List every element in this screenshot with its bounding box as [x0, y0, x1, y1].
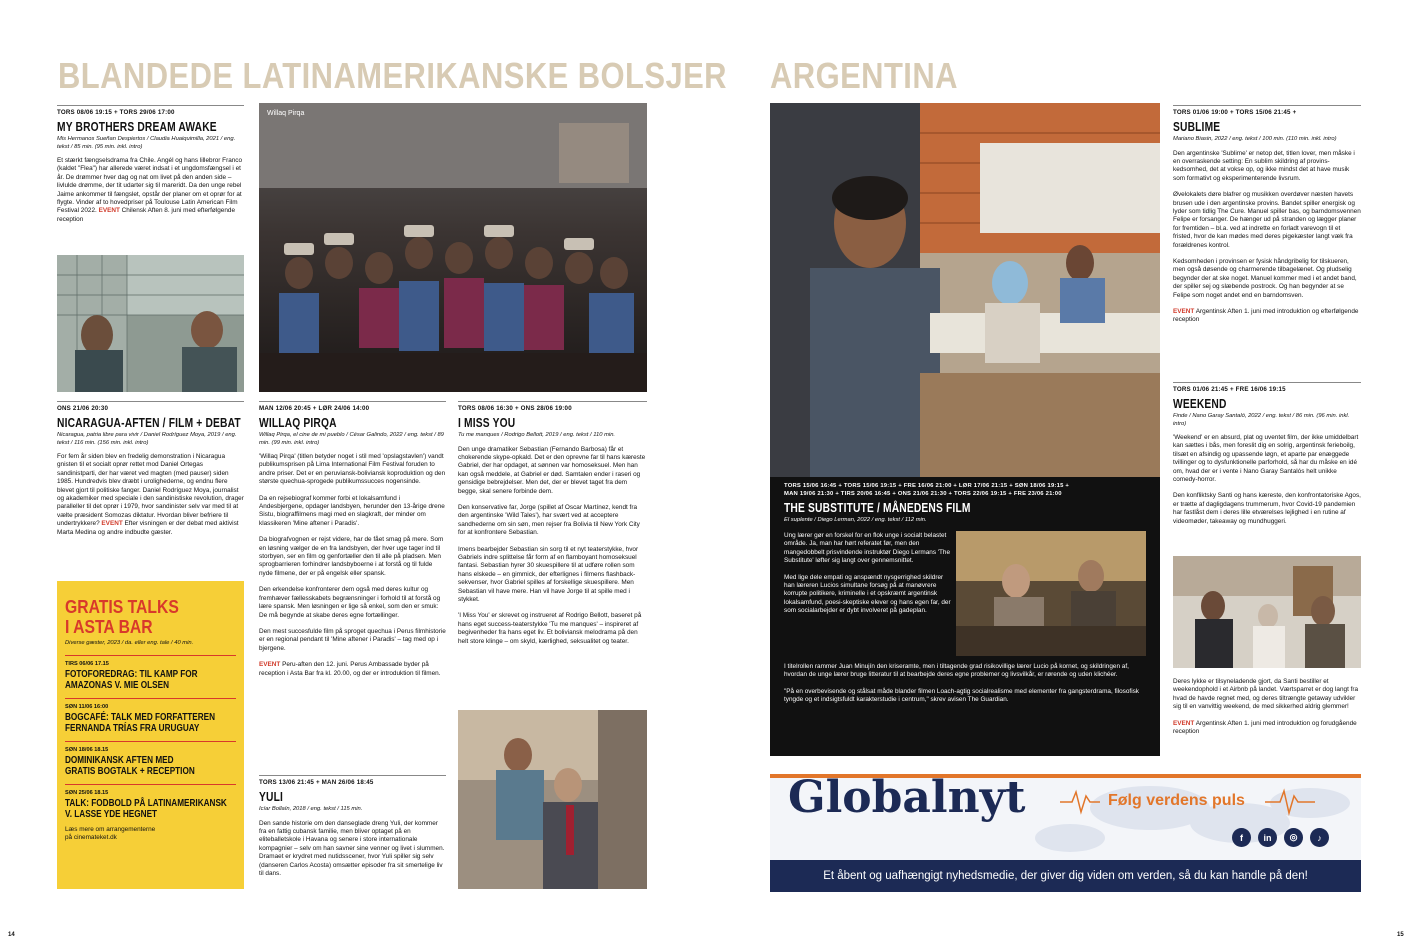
tiktok-icon[interactable]: ♪	[1310, 828, 1329, 847]
film-credit: Icíar Bollaín, 2018 / eng. tekst / 115 min.	[259, 806, 363, 812]
film-body: For fem år siden blev en fredelig demonstration i Nicaragua gnisten til et socialt oprør rettet mod Daniel Ortegas sandinistparti, der har været ved magten (med pauser) siden 1985. Hundredvis blev dræbt i urolighederne, og endnu flere blevet gjort til politiske fanger. Daniel Rodríguez Moya, journalist og akademiker med speciale i den sandinistiske revolution, drager paralleller til det oprør i 1979, hvor sandinister selv var med til at vælte præsident Somozas diktatur. Hvordan bliver befriere til undertrykkere? EVENT Efter visningen er der debat med aktivist Marta Medina og andre indbudte gæster.	[57, 453, 244, 536]
event-label: EVENT	[1173, 308, 1195, 315]
film-date: TORS 01/06 21:45 + FRE 16/06 19:15	[1173, 386, 1286, 393]
talks-more: Læs mere om arrangementerne på cinemateket.dk	[65, 825, 156, 841]
film-title: THE SUBSTITUTE / MÅNEDENS FILM	[784, 501, 971, 515]
film-nicaragua	[57, 405, 244, 537]
talk-item: SØN 18/06 18.15 DOMINIKANSK AFTEN MED GRATIS BOGTALK + RECEPTION	[65, 746, 195, 777]
event-label: EVENT	[1173, 719, 1195, 727]
film-body-cont: I titelrollen rammer Juan Minujín den kriseramte, men i tiltagende grad risikovillige lærer Lucio på kornet, og skildringen af, hvordan de unge lærer bruge litteratur til at bearbejde deres egne problemer og livsvilkår, er rørende og uden klichéer. "På en overbevisende og stålsat måde blander filmen Loach-agtig socialrealisme med elementer fra gangsterdrama, filosofisk tyngde og et indsigtsfuldt karakterstudie i centrum," skrev avisen The Guardian.	[784, 663, 1140, 704]
film-title: MY BROTHERS DREAM AWAKE	[57, 120, 217, 134]
photo-caption: Willaq Pirqa	[267, 110, 305, 117]
talks-title-line2: I ASTA BAR	[65, 616, 153, 637]
talk-item: TIRS 06/06 17.15 FOTOFOREDRAG: TIL KAMP FOR AMAZONAS V. MIE OLSEN	[65, 660, 198, 691]
talks-subtitle: Diverse gæster, 2023 / da. eller eng. tale / 40 min.	[65, 640, 194, 646]
ad-social	[1232, 828, 1329, 847]
ad-logo: Globalnyt	[788, 778, 1026, 823]
film-title: SUBLIME	[1173, 120, 1221, 134]
event-label: EVENT	[98, 207, 120, 215]
ad-tagline: Følg verdens puls	[1108, 792, 1245, 809]
film-body: Den unge dramatiker Sebastian (Fernando Barbosa) får et chokerende skype-opkald. Det er den oprevne far til hans kæreste Gabriel, der har opdaget, at sønnen var homoseksuel. Men han kan også meddele, at Gabriel er død. Samtalen ender i raseri og gensidige bebrejdelser. Men det, der er blevet taget fra dem begge, skal senere forbinde dem. Den konservative far, Jorge (spillet af Oscar Martínez, kendt fra den argentinske 'Wild Tales'), har svært ved at acceptere sandhederne om sin søn, men rejser fra Bolivia til New York City for at konfrontere Sebastian. Imens bearbejder Sebastian sin sorg til et nyt teaterstykke, hvor Gabriels indre splittelse får form af en flamboyant homoseksuel fantasi. Sebastian hyrer 30 skuespillere til at udføre rollen som hans elskede – en gimmick, der efterlignes i filmens flashback-sekvenser, hvor Gabriel spilles af forskellige skuespillere. Men Sebastian vil have mere. Han vil have Jorge til at spille med i stykket. 'I Miss You' er skrevet og instrueret af Rodrigo Bellott, baseret på hans eget success-teaterstykke 'Tu me manques' – inspireret af begivenheder fra hans eget liv. Et boliviansk melodrama på den helt store klinge – om skyld, kærlighed, seksualitet og teater.	[458, 445, 646, 645]
ad-globalnyt[interactable]	[770, 778, 1361, 860]
linkedin-icon[interactable]: in	[1258, 828, 1277, 847]
film-date: TORS 15/06 16:45 + TORS 15/06 19:15 + FRE 16/06 21:00 + LØR 17/06 21:15 + SØN 18/06 19:15 +	[784, 483, 1070, 489]
talk-item: SØN 11/06 16:00 BOGCAFÉ: TALK MED FORFATTEREN FERNANDA TRÍAS FRA URUGUAY	[65, 703, 216, 734]
film-credit: Mariano Biasin, 2022 / eng. tekst / 100 min. (110 min. inkl. intro)	[1173, 136, 1337, 142]
left-section-title: BLANDEDE LATINAMERIKANSKE BOLSJER	[58, 55, 727, 96]
event-label: EVENT	[259, 661, 281, 669]
willaq-photo	[259, 103, 647, 392]
film-date: ONS 21/06 20:30	[57, 405, 109, 412]
film-weekend-cont: Deres lykke er tilsyneladende gjort, da Santi bestiller et weekendophold i et Airbnb på landet. Værtsparret er dog langt fra hvad de havde regnet med, og deres tiltrængte getaway udvikler sig til en vanvittig weekend, de med sikkerhed aldrig glemmer! EVENT Argentinsk Aften 1. juni med introduktion og forudgående reception	[1173, 678, 1359, 736]
facebook-icon[interactable]: f	[1232, 828, 1251, 847]
film-body: Ung lærer gør en forskel for en flok unge i socialt belastet område. Ja, man har hørt referatet før, men den mangedobbelt prisvindende instruktør Diego Lermans 'The Substitute' løfter sig langt over gennemsnittet. Med lige dele empati og anspændt nysgerrighed skildrer han læreren Lucios simultane forsøg på at manøvrere korrupte politikere, kriminelle i et opskræmt argentinsk lokalsamfund, poesi-skeptiske elever og hans egen far, der som socialarbejder er dybt involveret på gadeplan.	[784, 532, 951, 615]
film-brothers	[57, 109, 244, 224]
film-title: WEEKEND	[1173, 397, 1227, 411]
film-body: Et stærkt fængselsdrama fra Chile. Angél og hans lillebror Franco (kaldet "Flea") har allerede været indsat i et ungdomsfængsel i et år. De drømmer hver dag og nat om livet på den anden side – livlulde drømme, der tit udarter sig til mareridt. Da den unge rebel Jaime ankommer til fængslet, opstår der planer om et oprør for at flygte. Vinder af to hovedpriser på Toulouse Latin American Film Festival 2022. EVENT Chilensk Aften 8. juni med efterfølgende reception	[57, 157, 243, 223]
instagram-icon[interactable]: ◎	[1284, 828, 1303, 847]
imissyou-photo	[458, 710, 647, 889]
ad-bar[interactable]: Et åbent og uafhængigt nyhedsmedie, der giver dig viden om verden, så du kan handle på den!	[770, 860, 1361, 892]
substitute-box	[770, 477, 1160, 756]
film-credit: Nicaragua, patria libre para vivir / Daniel Rodríguez Moya, 2019 / eng. tekst / 116 min. (156 min. inkl. intro)	[57, 432, 237, 446]
talks-title-line1: GRATIS TALKS	[65, 596, 179, 617]
film-body: 'Willaq Pirqa' (titlen betyder noget i stil med 'opslagstavlen') vandt publikumsprisen på Lima International Film Festival foruden to andre priser. Det er en peruviansk-boliviansk koproduktion og den største quechua-sprogede publikumssucces nogensinde. Da en rejsebiograf kommer forbi et lokalsamfund i Andesbjergene, opdager landsbyen, herunder den 13-årige drene Sistu, biograffilmens magi med en slagkraft, der minder om klassikeren 'Mine aftener i Paradis'. Da biografvognen er rejst videre, har de fået smag på mere. Som en løsning vælger de en fra landsbyen, der hver uge tager ind til storbyen, ser en film og genfortæller den til alle på pladsen. Men sprogbarrieren forhindrer landsbyboerne i at forstå og til fulde nyde filmene, der er på engelsk eller spansk. Den erkendelse konfronterer dem også med deres kultur og fremhæver fællesskabets begrænsninger i forhold til at forstå og lære spansk. Men løsningen er lige så enkel, som den er smuk: De må begynde at skabe deres egne fortællinger. Den mest succesfulde film på sproget quechua i Perus filmhistorie er en regional pendant til 'Mine aftener i Paradis' – tag med op i bjergene. EVENT Peru-aften den 12. juni. Perus Ambassade byder på reception i Asta Bar fra kl. 20.00, og der er introduktion til filmen.	[259, 453, 446, 677]
film-weekend	[1173, 386, 1361, 534]
film-credit: Mis Hermanos Sueñan Despiertos / Claudia Huaiquimilla, 2021 / eng. tekst / 85 min. (95 min. inkl. intro)	[57, 136, 236, 150]
event-label: EVENT	[101, 520, 123, 528]
film-date: TORS 13/06 21:45 + MAN 26/06 18:45	[259, 779, 374, 786]
film-date: MAN 12/06 20:45 + LØR 24/06 14:00	[259, 405, 370, 412]
film-body: Den sande historie om den danseglade dreng Yuli, der kommer fra en fattig cubansk familie, men bliver optaget på en eliteballetskole i Havana og senere i store internationale kompagnier – selv om han savner sine venner og livet i slummen. Dramaet er krydret med nutidsscener, hvor Yuli spiller sig selv (danseren Carlos Acosta) omsætter episoder fra sit smertelige liv til dans.	[259, 819, 445, 877]
film-date: TORS 08/06 19:15 + TORS 29/06 17:00	[57, 109, 175, 116]
page-number-right: 15	[1397, 932, 1404, 938]
film-body: Den argentinske 'Sublime' er netop det, titlen lover, men måske i en overraskende setting: En sublim skildring af provins-kedsomhed, det at vokse op, og ikke mindst det at have musik som formativt og eksperimenterende livsrum. Øvelokalets døre blafrer og musikken overdøver næsten havets brusen ude i den argentinske provins. Bandet spiller energisk og lyder som tidlig The Cure. Manuel spiller bas, og barndomsvennen Felipe er forsanger. De hænger ud på stranden og lægger planer for fremtiden – bl.a. ved at indrette en forladt varevogn til et fristed, hvor de kan mødes med deres pigekæster langt væk fra forældrenes kontrol. Kedsomheden i provinsen er fysisk håndgribelig for tilskueren, men også døsende og charmerende tilbagelænet. Og pludselig begynder der at ske noget. Manuel kommer med i et andet band, der spiller sej og slæbende postrock. Og han begynder at se Felipe som noget andet end en barndomsven. EVENT Argentinsk Aften 1. juni med introduktion og efterfølgende reception	[1173, 149, 1361, 324]
film-date: TORS 01/06 19:00 + TORS 15/06 21:45 +	[1173, 109, 1297, 116]
film-sublime	[1173, 109, 1361, 333]
right-section-title: ARGENTINA	[770, 55, 958, 96]
film-willaq	[259, 405, 446, 686]
film-credit: Willaq Pirqa, el cine de mi pueblo / César Galindo, 2022 / eng. tekst / 89 min. (99 min. inkl. intro)	[259, 432, 444, 446]
film-title: NICARAGUA-AFTEN / FILM + DEBAT	[57, 416, 241, 430]
film-credit: Tu me manques / Rodrigo Bellott, 2019 / eng. tekst / 110 min.	[458, 432, 616, 438]
talk-item: SØN 25/06 18.15 TALK: FODBOLD PÅ LATINAMERIKANSK V. LASSE YDE HEGNET	[65, 789, 227, 820]
film-yuli	[259, 779, 446, 878]
page-number-left: 14	[8, 932, 15, 938]
film-credit: Finde / Nano Garay Santaló, 2022 / eng. tekst / 86 min. (96 min. inkl. intro)	[1173, 413, 1350, 427]
film-body: 'Weekend' er en absurd, plat og uventet film, der ikke umiddelbart kan sættes i bås, men foreslit dig en solrig, argentinsk ferieboilg, tilsæt en afsindig og upassende løgn, et aparte par enæggede tvillinger og to dysfunktionelle parforhold, så har du måske en idé om, hvad der er i vente i Nano Garay Santalós helt unikke comedy-horror. Den konfliktsky Santi og hans kæreste, den konfrontatoriske Agos, er trætte af dagligdagens trummerum, hvor Covid-19 pandemien har fastlåst dem i deres lille etværelses lejlighed i en rutine af videomøder, takeaway og mundhuggeri.	[1173, 434, 1361, 525]
substitute-photo	[770, 103, 1160, 477]
weekend-photo	[1173, 556, 1361, 668]
film-title: YULI	[259, 790, 284, 804]
film-date: TORS 08/06 16:30 + ONS 28/06 19:00	[458, 405, 572, 412]
substitute-still	[956, 531, 1146, 656]
film-credit: El suplente / Diego Lerman, 2022 / eng. tekst / 112 min.	[784, 517, 927, 523]
talks-box	[57, 581, 244, 889]
film-date: MAN 19/06 21:30 + TIRS 20/06 16:45 + ONS 21/06 21:30 + TORS 22/06 19:15 + FRE 23/06 21:00	[784, 491, 1062, 497]
film-title: I MISS YOU	[458, 416, 516, 430]
film-title: WILLAQ PIRQA	[259, 416, 337, 430]
brothers-photo	[57, 255, 244, 392]
film-imissyou	[458, 405, 647, 654]
